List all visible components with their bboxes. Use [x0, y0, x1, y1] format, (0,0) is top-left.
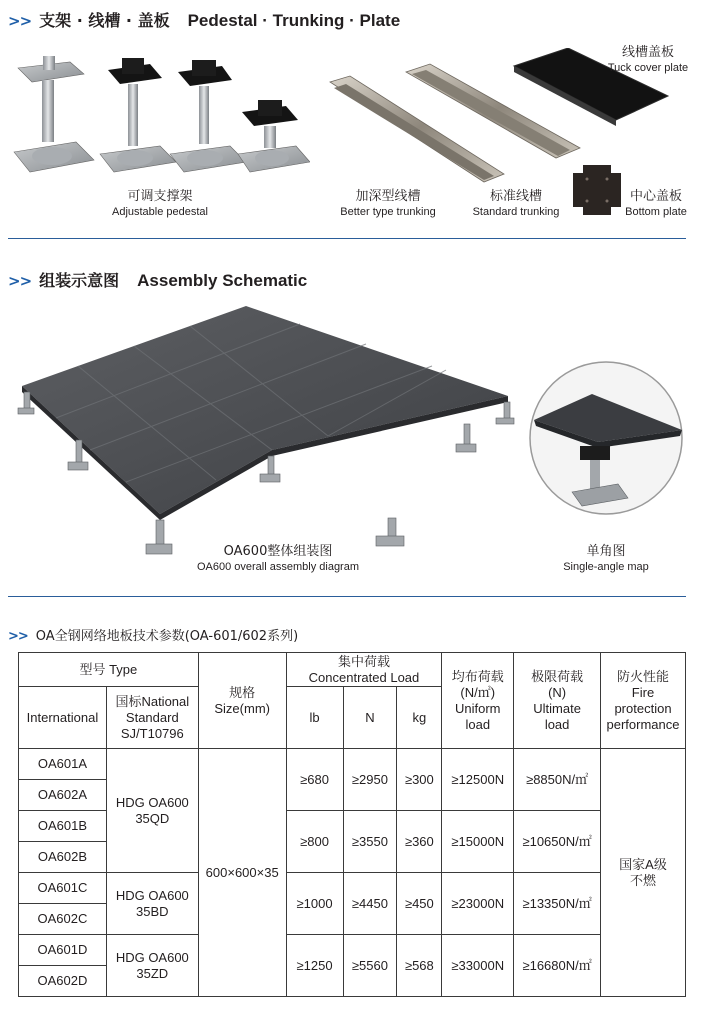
assembly-diagram-image — [10, 300, 520, 562]
single-angle-caption — [556, 543, 656, 575]
bottom-plate-image — [573, 165, 621, 215]
header-fire-protection: 防火性能 Fire protection performance — [601, 653, 686, 749]
ultimate-cell: ≥8850N/㎡ — [514, 749, 601, 811]
header-size: 规格 Size(mm) — [198, 653, 286, 749]
n-cell: ≥4450 — [343, 873, 397, 935]
model-cell: OA601D — [19, 935, 107, 966]
section-title-cn: 组装示意图 — [39, 271, 120, 290]
assembly-caption-cn: OA600整体组装图 — [223, 544, 333, 559]
better-trunking-caption — [338, 188, 438, 220]
lb-cell: ≥1000 — [286, 873, 343, 935]
pedestal-caption-en: Adjustable pedestal — [111, 206, 208, 218]
lb-cell: ≥800 — [286, 811, 343, 873]
standard-trunking-caption-en: Standard trunking — [472, 206, 560, 218]
section-title-cn: 支架 · 线槽 · 盖板 — [39, 11, 170, 30]
uniform-cell: ≥15000N — [442, 811, 514, 873]
section-title-en: Assembly Schematic — [137, 271, 308, 290]
fire-cell: 国家A级 不燃 — [601, 749, 686, 997]
model-cell: OA602D — [19, 966, 107, 997]
lb-cell: ≥1250 — [286, 935, 343, 997]
cover-plate-caption — [603, 44, 693, 76]
bottom-plate-caption-en: Bottom plate — [625, 206, 687, 218]
uniform-cell: ≥23000N — [442, 873, 514, 935]
cover-plate-caption-en: Tuck cover plate — [607, 62, 689, 74]
header-n: N — [343, 687, 397, 749]
n-cell: ≥3550 — [343, 811, 397, 873]
header-ultimate-load: 极限荷载 (N) Ultimate load — [514, 653, 601, 749]
header-national-standard: 国标National Standard SJ/T10796 — [106, 687, 198, 749]
spec-table — [18, 652, 686, 997]
chevron-icon: >> — [8, 272, 32, 290]
cover-plate-caption-cn: 线槽盖板 — [621, 45, 674, 60]
model-cell: OA601C — [19, 873, 107, 904]
single-angle-caption-en: Single-angle map — [563, 561, 649, 573]
uniform-cell: ≥12500N — [442, 749, 514, 811]
uniform-cell: ≥33000N — [442, 935, 514, 997]
assembly-caption-en: OA600 overall assembly diagram — [196, 561, 360, 573]
adjustable-pedestal-image — [10, 56, 310, 186]
model-cell: OA602B — [19, 842, 107, 873]
single-angle-map-image — [528, 360, 684, 516]
kg-cell: ≥300 — [397, 749, 442, 811]
header-international: International — [19, 687, 107, 749]
standard-trunking-caption — [468, 188, 564, 220]
n-cell: ≥5560 — [343, 935, 397, 997]
better-trunking-caption-cn: 加深型线槽 — [355, 189, 421, 204]
lb-cell: ≥680 — [286, 749, 343, 811]
header-lb: lb — [286, 687, 343, 749]
section-divider — [8, 238, 686, 239]
chevron-icon: >> — [8, 12, 32, 30]
ultimate-cell: ≥16680N/㎡ — [514, 935, 601, 997]
bottom-plate-caption-cn: 中心盖板 — [629, 189, 682, 204]
bottom-plate-caption — [622, 188, 690, 220]
national-standard-cell: HDG OA600 35ZD — [106, 935, 198, 997]
model-cell: OA602A — [19, 780, 107, 811]
kg-cell: ≥568 — [397, 935, 442, 997]
assembly-caption — [178, 543, 378, 575]
header-uniform-load: 均布荷载 (N/㎡) Uniform load — [442, 653, 514, 749]
section-header-pedestal — [8, 8, 400, 31]
national-standard-cell: HDG OA600 35BD — [106, 873, 198, 935]
national-standard-cell: HDG OA600 35QD — [106, 749, 198, 873]
kg-cell: ≥360 — [397, 811, 442, 873]
header-kg: kg — [397, 687, 442, 749]
model-cell: OA602C — [19, 904, 107, 935]
better-trunking-caption-en: Better type trunking — [340, 206, 436, 218]
ultimate-cell: ≥13350N/㎡ — [514, 873, 601, 935]
section-header-assembly — [8, 268, 307, 291]
model-cell: OA601A — [19, 749, 107, 780]
section-title-en: Pedestal · Trunking · Plate — [187, 11, 401, 30]
pedestal-caption-cn: 可调支撑架 — [127, 189, 193, 204]
pedestal-caption — [104, 188, 216, 220]
header-type: 型号 Type — [19, 653, 199, 687]
standard-trunking-caption-cn: 标准线槽 — [489, 189, 542, 204]
header-concentrated-load: 集中荷载 Concentrated Load — [286, 653, 442, 687]
section-divider — [8, 596, 686, 597]
single-angle-caption-cn: 单角图 — [586, 544, 626, 559]
n-cell: ≥2950 — [343, 749, 397, 811]
chevron-icon: >> — [8, 629, 28, 644]
size-cell: 600×600×35 — [198, 749, 286, 997]
table-section-header — [8, 625, 298, 644]
ultimate-cell: ≥10650N/㎡ — [514, 811, 601, 873]
kg-cell: ≥450 — [397, 873, 442, 935]
model-cell: OA601B — [19, 811, 107, 842]
table-title: OA全钢网络地板技术参数(OA-601/602系列) — [35, 629, 299, 644]
